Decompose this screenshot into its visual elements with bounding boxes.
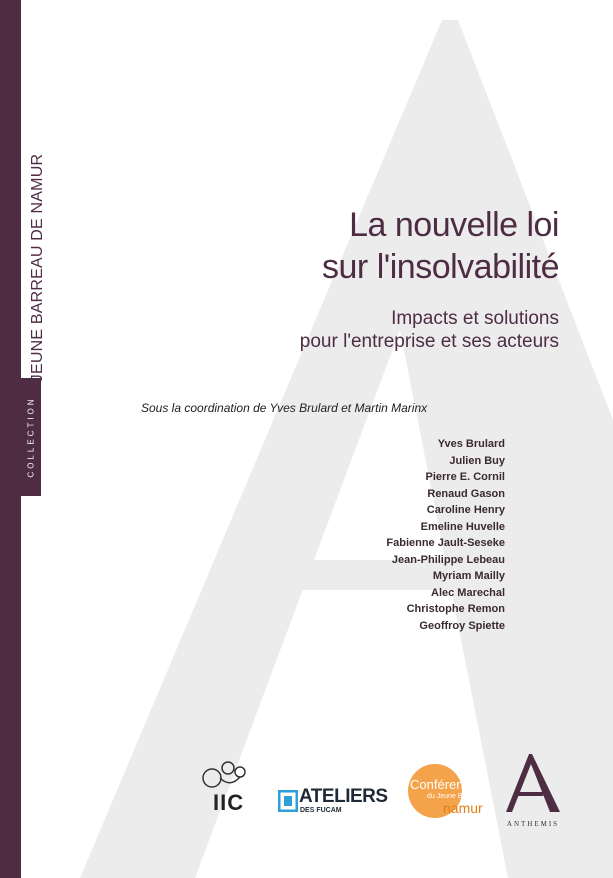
author-name: Jean-Philippe Lebeau [391, 553, 505, 566]
author-name: Fabienne Jault-Seseke [386, 537, 505, 549]
author-name: Myriam Mailly [432, 570, 505, 582]
title-line-2: sur l'insolvabilité [322, 248, 559, 286]
author-name: Geoffroy Spiette [419, 619, 505, 632]
conference-city: namur [443, 800, 483, 816]
iic-circles-icon [200, 760, 264, 794]
ateliers-fucam-logo [278, 788, 393, 818]
author-name: Emeline Huvelle [420, 520, 505, 533]
ateliers-subline: DES FUCAM [300, 807, 342, 814]
series-title: JEUNE BARREAU DE NAMUR [29, 153, 46, 383]
iic-wordmark: IIC [213, 790, 245, 815]
iic-logo [200, 760, 264, 820]
author-name: Renaud Gason [427, 487, 505, 500]
purple-spine [0, 0, 21, 878]
ateliers-square-icon [278, 790, 298, 812]
title-line-1: La nouvelle loi [349, 206, 559, 244]
conference-logo [405, 762, 491, 824]
anthemis-logo [498, 752, 568, 832]
anthemis-a-icon [498, 752, 568, 816]
author-name: Alec Marechal [431, 586, 505, 599]
author-name: Julien Buy [449, 454, 505, 467]
subtitle-line-2: pour l'entreprise et ses acteurs [299, 331, 559, 352]
book-subtitle [300, 307, 559, 353]
conference-subline: du Jeune Barreau [427, 793, 483, 800]
author-name: Yves Brulard [437, 438, 505, 450]
anthemis-wordmark: ANTHEMIS [506, 820, 560, 828]
conference-wordmark: Conférence [410, 777, 478, 792]
author-name: Caroline Henry [426, 504, 505, 516]
ateliers-wordmark: ATELIERS [299, 786, 388, 807]
coordination-line: Sous la coordination de Yves Brulard et Martin Marinx [141, 401, 428, 415]
author-name: Pierre E. Cornil [425, 471, 505, 483]
author-list [386, 436, 505, 634]
collection-label: COLLECTION [26, 396, 36, 478]
book-title [322, 204, 559, 288]
subtitle-line-1: Impacts et solutions [391, 308, 559, 329]
author-name: Christophe Remon [406, 603, 505, 615]
